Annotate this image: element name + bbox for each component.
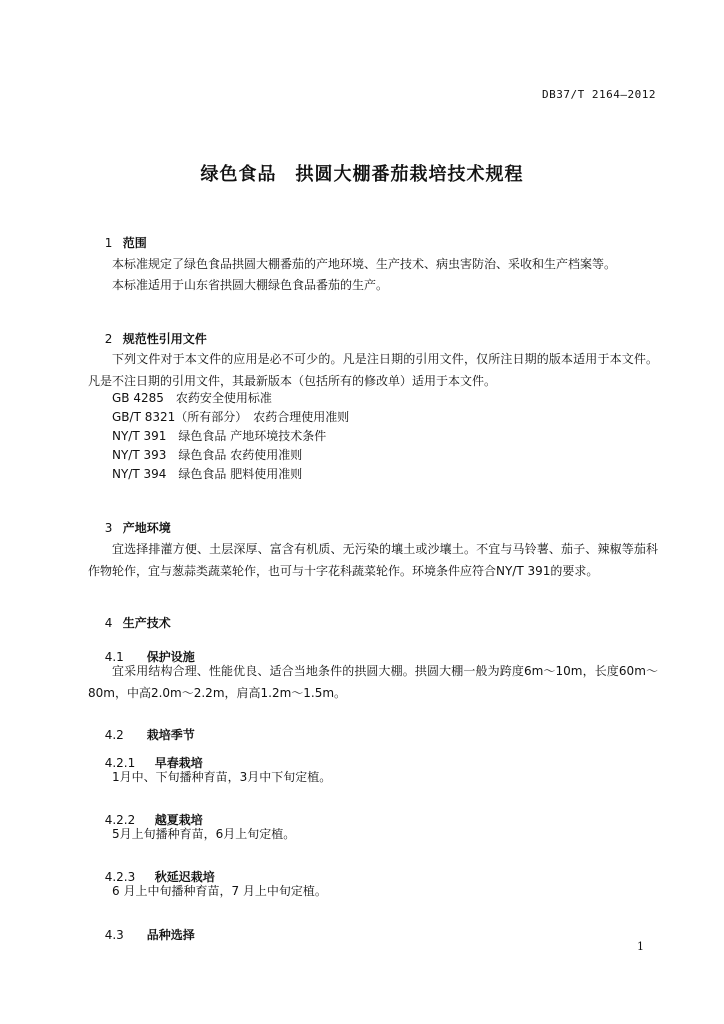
section-1-paragraph-1: 本标准规定了绿色食品拱圆大棚番茄的产地环境、生产技术、病虫害防治、采收和生产档案等。 (112, 257, 617, 271)
reference-item: NY/T 391 绿色食品 产地环境技术条件 (112, 429, 327, 443)
section-number: 3 (104, 521, 113, 535)
section-number: 4.2 (104, 728, 124, 742)
page-number: 1 (637, 940, 644, 953)
reference-item: NY/T 394 绿色食品 肥料使用准则 (112, 467, 303, 481)
section-2-paragraph-1: 下列文件对于本文件的应用是必不可少的。凡是注日期的引用文件，仅所注日期的版本适用于本文件。凡是不注日期的引用文件，其最新版本（包括所有的修改单）适用于本文件。 (88, 352, 658, 388)
section-number: 1 (104, 236, 113, 250)
section-title: 早春栽培 (154, 756, 203, 770)
section-title: 秋延迟栽培 (154, 870, 215, 884)
section-title: 栽培季节 (146, 728, 195, 742)
section-title: 越夏栽培 (154, 813, 203, 827)
section-title: 产地环境 (122, 521, 171, 535)
section-4-1-paragraph-1: 宜采用结构合理、性能优良、适合当地条件的拱圆大棚。拱圆大棚一般为跨度6m～10m，长度60m～80m，中高2.0m～2.2m，肩高1.2m～1.5m。 (88, 664, 658, 700)
standard-code: DB37/T 2164—2012 (542, 88, 656, 101)
section-number: 4.2.3 (104, 870, 136, 884)
section-3-paragraph-1: 宜选择排灌方便、土层深厚、富含有机质、无污染的壤土或沙壤土。不宜与马铃薯、茄子、辣椒等茄科作物轮作，宜与葱蒜类蔬菜轮作，也可与十字花科蔬菜轮作。环境条件应符合NY/T 391的要求。 (88, 542, 658, 578)
section-4-2-2-paragraph-1: 5月上旬播种育苗，6月上旬定植。 (112, 827, 296, 841)
section-title: 生产技术 (122, 616, 171, 630)
reference-item: GB/T 8321（所有部分） 农药合理使用准则 (112, 410, 350, 424)
section-4-2-1-paragraph-1: 1月中、下旬播种育苗，3月中下旬定植。 (112, 770, 332, 784)
section-title: 范围 (122, 236, 147, 250)
section-4-3-heading (88, 912, 195, 957)
reference-item: GB 4285 农药安全使用标准 (112, 391, 272, 405)
reference-item: NY/T 393 绿色食品 农药使用准则 (112, 448, 303, 462)
section-number: 4.2.2 (104, 813, 136, 827)
section-number: 4.1 (104, 650, 124, 664)
section-title: 保护设施 (146, 650, 195, 664)
section-title: 品种选择 (146, 928, 195, 942)
document-title: 绿色食品 拱圆大棚番茄栽培技术规程 (200, 164, 524, 185)
section-number: 4.3 (104, 928, 124, 942)
section-number: 4.2.1 (104, 756, 136, 770)
section-title: 规范性引用文件 (122, 332, 207, 346)
section-number: 2 (104, 332, 113, 346)
section-1-paragraph-2: 本标准适用于山东省拱圆大棚绿色食品番茄的生产。 (112, 278, 389, 292)
section-number: 4 (104, 616, 113, 630)
section-4-2-3-paragraph-1: 6 月上中旬播种育苗，7 月上中旬定植。 (112, 884, 327, 898)
